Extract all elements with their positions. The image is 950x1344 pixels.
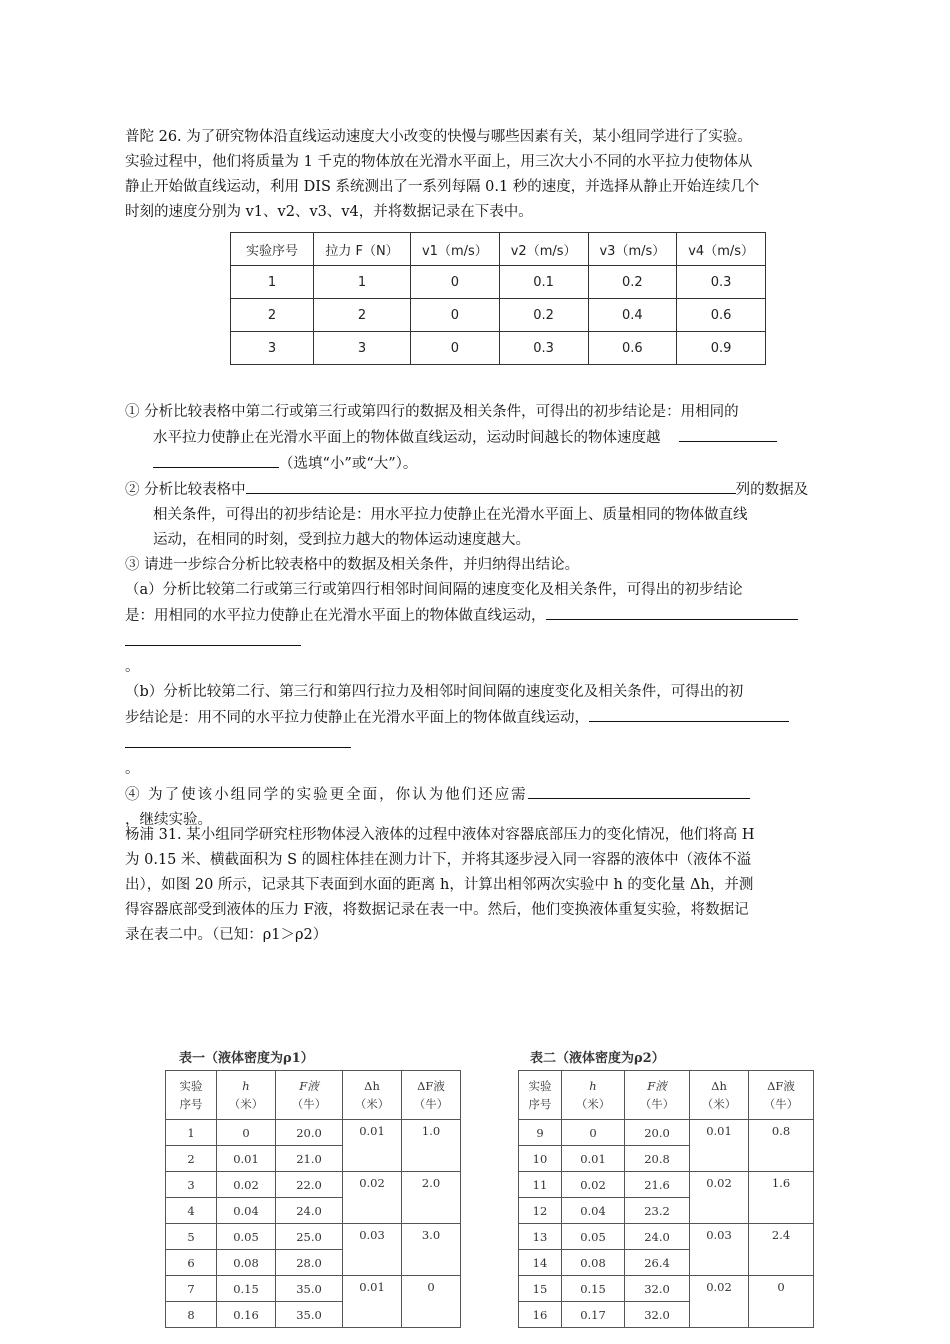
table-cell: 0.15 <box>562 1276 625 1302</box>
table-cell: 0.05 <box>217 1224 276 1250</box>
part-2-text: 列的数据及 <box>735 482 809 498</box>
question-26-intro <box>125 125 847 225</box>
answer-blank[interactable] <box>246 477 736 494</box>
table-header-row <box>166 1071 461 1120</box>
table-cell: 3 <box>314 332 411 365</box>
table-cell: 0 <box>402 1276 461 1328</box>
table-cell: 0.02 <box>217 1172 276 1198</box>
answer-blank[interactable] <box>546 603 798 620</box>
part-1-line <box>125 425 847 451</box>
table-cell: 1.6 <box>749 1172 814 1224</box>
table-cell: 0.16 <box>217 1302 276 1328</box>
part-1-line: ① 分析比较表格中第二行或第三行或第四行的数据及相关条件，可得出的初步结论是：用相同的 <box>125 404 739 420</box>
table-row <box>166 1224 461 1250</box>
table-cell: 0.6 <box>677 299 766 332</box>
answer-blank[interactable] <box>125 629 301 646</box>
table-cell: 0.02 <box>562 1172 625 1198</box>
part-3b-line: 。 <box>125 761 140 777</box>
header-cell: h （米） <box>562 1071 625 1120</box>
table-cell: 0.03 <box>343 1224 402 1276</box>
header-cell: Δh （米） <box>690 1071 749 1120</box>
table-cell: 0.01 <box>343 1120 402 1172</box>
header-cell: ΔF液 （牛） <box>402 1071 461 1120</box>
part-3-line: ③ 请进一步综合分析比较表格中的数据及相关条件，并归纳得出结论。 <box>125 557 580 573</box>
table-cell: 0 <box>562 1120 625 1146</box>
intro-line: 杨浦 31. 某小组同学研究柱形物体浸入液体的过程中液体对容器底部压力的变化情况，他们将高 H <box>125 827 755 843</box>
table-row <box>519 1172 814 1198</box>
table-cell: 0.01 <box>343 1276 402 1328</box>
header-cell: v3（m/s） <box>588 233 677 266</box>
table-cell: 16 <box>519 1302 562 1328</box>
table-cell: 20.0 <box>625 1120 690 1146</box>
table-cell: 2 <box>314 299 411 332</box>
intro-line: 出），如图 20 所示，记录其下表面到水面的距离 h，计算出相邻两次实验中 h 的变化量 Δh，并测 <box>125 877 754 893</box>
table-cell: 15 <box>519 1276 562 1302</box>
table-cell: 25.0 <box>276 1224 343 1250</box>
table-cell: 35.0 <box>276 1276 343 1302</box>
header-cell: F液 （牛） <box>276 1071 343 1120</box>
part-3a-line: （a）分析比较第二行或第三行或第四行相邻时间间隔的速度变化及相关条件，可得出的初步结论 <box>125 582 743 598</box>
table-cell: 0.03 <box>690 1224 749 1276</box>
table-cell: 20.8 <box>625 1146 690 1172</box>
header-cell: 拉力 F（N） <box>314 233 411 266</box>
part-3a-line <box>125 603 847 629</box>
answer-blank[interactable] <box>679 425 777 442</box>
table-cell: 0.08 <box>217 1250 276 1276</box>
table-cell: 9 <box>519 1120 562 1146</box>
part-2-text: ② 分析比较表格中 <box>125 482 246 498</box>
table-cell: 0.01 <box>690 1120 749 1172</box>
table-cell: 0.15 <box>217 1276 276 1302</box>
table-row <box>166 1172 461 1198</box>
table-cell: 12 <box>519 1198 562 1224</box>
table-cell: 0.4 <box>588 299 677 332</box>
table-header-row <box>231 233 766 266</box>
table-cell: 0.3 <box>677 266 766 299</box>
table-cell: 0.9 <box>677 332 766 365</box>
table-cell: 0.02 <box>690 1276 749 1328</box>
part-4-text: ④ 为了使该小组同学的实验更全面，你认为他们还应需 <box>125 787 528 803</box>
table-cell: 21.6 <box>625 1172 690 1198</box>
part-3a-line: 。 <box>125 659 140 675</box>
table-cell: 0.6 <box>588 332 677 365</box>
table-two-grid <box>518 1070 814 1328</box>
table-cell: 5 <box>166 1224 217 1250</box>
table-cell: 1 <box>231 266 314 299</box>
table-cell: 0 <box>749 1276 814 1328</box>
table-cell: 1.0 <box>402 1120 461 1172</box>
table-cell: 0.01 <box>217 1146 276 1172</box>
table-cell: 13 <box>519 1224 562 1250</box>
table-cell: 3 <box>231 332 314 365</box>
table-one-grid <box>165 1070 461 1328</box>
header-cell: ΔF液 （牛） <box>749 1071 814 1120</box>
table-one-caption: 表一（液体密度为ρ1） <box>179 1051 314 1066</box>
table-cell: 0 <box>217 1120 276 1146</box>
table-one <box>165 1047 461 1328</box>
table-cell: 8 <box>166 1302 217 1328</box>
velocity-table <box>230 232 766 365</box>
table-cell: 0.2 <box>499 299 588 332</box>
part-1-line <box>125 451 847 477</box>
table-cell: 28.0 <box>276 1250 343 1276</box>
table-cell: 2 <box>166 1146 217 1172</box>
table-cell: 35.0 <box>276 1302 343 1328</box>
table-cell: 4 <box>166 1198 217 1224</box>
part-2-line <box>125 477 847 503</box>
table-row <box>519 1120 814 1146</box>
table-cell: 32.0 <box>625 1276 690 1302</box>
answer-blank[interactable] <box>589 705 789 722</box>
table-cell: 20.0 <box>276 1120 343 1146</box>
table-cell: 0 <box>411 332 500 365</box>
intro-line: 得容器底部受到液体的压力 F液，将数据记录在表一中。然后，他们变换液体重复实验，将数据记 <box>125 902 749 918</box>
table-cell: 0.17 <box>562 1302 625 1328</box>
table-cell: 0 <box>411 266 500 299</box>
table-cell: 1 <box>314 266 411 299</box>
table-cell: 6 <box>166 1250 217 1276</box>
table-cell: 24.0 <box>625 1224 690 1250</box>
table-two <box>518 1047 814 1328</box>
table-cell: 0.02 <box>690 1172 749 1224</box>
intro-line: 实验过程中，他们将质量为 1 千克的物体放在光滑水平面上，用三次大小不同的水平拉力使物体从 <box>125 154 753 170</box>
answer-blank[interactable] <box>153 451 279 468</box>
header-cell: v1（m/s） <box>411 233 500 266</box>
table-cell: 2.4 <box>749 1224 814 1276</box>
table-cell: 0.02 <box>343 1172 402 1224</box>
table-cell: 10 <box>519 1146 562 1172</box>
table-cell: 3 <box>166 1172 217 1198</box>
table-two-caption: 表二（液体密度为ρ2） <box>530 1051 665 1066</box>
table-row <box>519 1224 814 1250</box>
intro-line: 时刻的速度分别为 v1、v2、v3、v4，并将数据记录在下表中。 <box>125 204 533 220</box>
table-cell: 0.08 <box>562 1250 625 1276</box>
table-row <box>231 299 766 332</box>
table-cell: 11 <box>519 1172 562 1198</box>
table-row <box>519 1276 814 1302</box>
table-row <box>166 1276 461 1302</box>
header-cell: F液 （牛） <box>625 1071 690 1120</box>
part-4-line <box>125 782 847 808</box>
table-cell: 14 <box>519 1250 562 1276</box>
part-3a-line <box>125 629 847 655</box>
header-cell: v4（m/s） <box>677 233 766 266</box>
header-cell: h （米） <box>217 1071 276 1120</box>
table-row <box>231 266 766 299</box>
table-cell: 0 <box>411 299 500 332</box>
part-3b-line <box>125 731 847 757</box>
answer-blank[interactable] <box>125 731 351 748</box>
table-cell: 0.05 <box>562 1224 625 1250</box>
table-cell: 0.8 <box>749 1120 814 1172</box>
table-cell: 21.0 <box>276 1146 343 1172</box>
intro-line: 普陀 26. 为了研究物体沿直线运动速度大小改变的快慢与哪些因素有关，某小组同学进行了实验。 <box>125 129 752 145</box>
question-26-parts <box>125 400 847 833</box>
header-cell: 实验 序号 <box>166 1071 217 1120</box>
header-cell: v2（m/s） <box>499 233 588 266</box>
intro-line: 为 0.15 米、横截面积为 S 的圆柱体挂在测力计下，并将其逐步浸入同一容器的液体中（液体不溢 <box>125 852 752 868</box>
table-cell: 3.0 <box>402 1224 461 1276</box>
table-cell: 0.2 <box>588 266 677 299</box>
table-cell: 22.0 <box>276 1172 343 1198</box>
header-cell: Δh （米） <box>343 1071 402 1120</box>
table-cell: 0.1 <box>499 266 588 299</box>
table-row <box>231 332 766 365</box>
table-cell: 32.0 <box>625 1302 690 1328</box>
header-cell: 实验序号 <box>231 233 314 266</box>
part-4-line: ，继续实验。 <box>125 812 212 828</box>
table-cell: 0.04 <box>562 1198 625 1224</box>
intro-line: 录在表二中。（已知：ρ1＞ρ2） <box>125 927 328 943</box>
part-3b-line: （b）分析比较第二行、第三行和第四行拉力及相邻时间间隔的速度变化及相关条件，可得出的初 <box>125 684 744 700</box>
table-cell: 0.3 <box>499 332 588 365</box>
table-cell: 0.01 <box>562 1146 625 1172</box>
table-cell: 26.4 <box>625 1250 690 1276</box>
header-cell: 实验 序号 <box>519 1071 562 1120</box>
part-3b-line <box>125 705 847 731</box>
part-1-hint: （选填“小”或“大”）。 <box>279 456 418 472</box>
part-3b-text: 步结论是：用不同的水平拉力使静止在光滑水平面上的物体做直线运动， <box>125 710 589 726</box>
part-1-text: 水平拉力使静止在光滑水平面上的物体做直线运动，运动时间越长的物体速度越 <box>153 430 661 446</box>
answer-blank[interactable] <box>528 782 750 799</box>
part-2-line: 相关条件，可得出的初步结论是：用水平拉力使静止在光滑水平面上、质量相同的物体做直线 <box>153 507 748 523</box>
table-header-row <box>519 1071 814 1120</box>
table-cell: 24.0 <box>276 1198 343 1224</box>
table-cell: 23.2 <box>625 1198 690 1224</box>
question-31-intro <box>125 823 847 948</box>
table-row <box>166 1120 461 1146</box>
part-2-line: 运动，在相同的时刻，受到拉力越大的物体运动速度越大。 <box>153 532 530 548</box>
part-3a-text: 是：用相同的水平拉力使静止在光滑水平面上的物体做直线运动， <box>125 608 546 624</box>
table-cell: 7 <box>166 1276 217 1302</box>
table-cell: 0.04 <box>217 1198 276 1224</box>
table-cell: 1 <box>166 1120 217 1146</box>
intro-line: 静止开始做直线运动，利用 DIS 系统测出了一系列每隔 0.1 秒的速度，并选择从静止开始连续几个 <box>125 179 760 195</box>
table-cell: 2.0 <box>402 1172 461 1224</box>
table-cell: 2 <box>231 299 314 332</box>
